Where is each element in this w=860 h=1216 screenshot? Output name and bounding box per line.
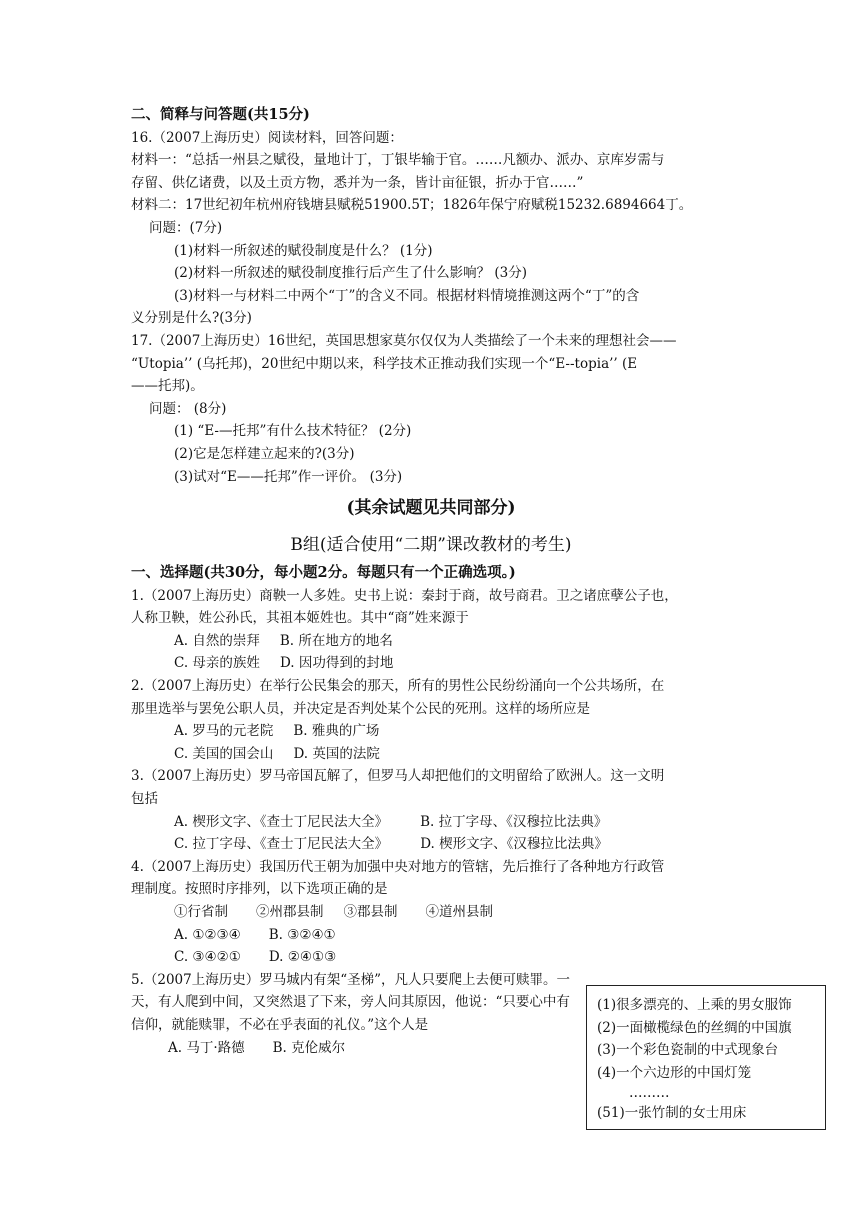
item-4: ④道州县制 (425, 904, 493, 920)
item-3: ③郡县制 (343, 904, 398, 920)
question-16-sub-3-line-1: (3)材料一与材料二中两个“丁”的含义不同。根据材料情境推测这两个“丁”的含 (174, 287, 640, 304)
option-b: B. 克伦威尔 (272, 1039, 346, 1056)
question-17-line-1: 17.（2007上海历史）16世纪，英国思想家莫尔仅仅为人类描绘了一个未来的理想社会—— (131, 332, 677, 349)
list-item: (4)一个六边形的中国灯笼 (597, 1064, 752, 1081)
exam-page (131, 104, 731, 1059)
item-1: ①行省制 (174, 904, 228, 920)
option-b: B. 雅典的广场 (293, 723, 380, 740)
question-1-line-1: 1.（2007上海历史）商鞅一人多姓。史书上说：秦封于商，故号商君。卫之诸庶孽公子也， (131, 587, 678, 604)
question-3-options-cd (131, 833, 731, 856)
option-c: C. 美国的国会山 (174, 745, 274, 762)
question-1-line-2: 人称卫鞅，姓公孙氏，其祖本姬姓也。其中“商”姓来源于 (131, 610, 469, 627)
question-2-line-1: 2.（2007上海历史）在举行公民集会的那天，所有的男性公民纷纷涌向一个公共场所，在 (131, 678, 665, 695)
question-2-options-cd (131, 743, 731, 766)
question-17-sub-3: (3)试对“E——托邦”作一评价。 (3分) (174, 468, 403, 485)
question-4-line-2: 理制度。按照时序排列，以下选项正确的是 (131, 881, 388, 898)
option-c: C. ③④②① (174, 949, 241, 966)
question-3-options-ab (131, 811, 731, 834)
question-17-line-2: “Utopia’’ (乌托邦)，20世纪中期以来，科学技术正推动我们实现一个“E--topia’’ (E (131, 355, 638, 372)
list-item: (51)一张竹制的女士用床 (597, 1105, 747, 1121)
question-1-options-cd (131, 652, 731, 675)
option-d: D. ②④①③ (268, 949, 337, 966)
group-b-title: B组(适合使用“二期”课改教材的考生) (290, 535, 572, 556)
question-16-ask: 问题：(7分) (149, 219, 223, 236)
question-16-sub-3-line-2: 义分别是什么?(3分) (131, 310, 252, 327)
list-item: (2)一面橄榄绿色的丝绸的中国旗 (597, 1019, 792, 1036)
option-a: A. ①②③④ (174, 926, 241, 943)
option-b: B. 拉丁字母、《汉穆拉比法典》 (420, 813, 608, 830)
question-1-options-ab (131, 630, 731, 653)
question-16-stem: 16.（2007上海历史）阅读材料，回答问题： (131, 129, 403, 146)
question-4-line-1: 4.（2007上海历史）我国历代王朝为加强中央对地方的管辖，先后推行了各种地方行政管 (131, 858, 665, 875)
option-c: C. 拉丁字母、《查士丁尼民法大全》 (174, 836, 389, 853)
question-4-options-ab (131, 924, 731, 947)
list-item: (1)很多漂亮的、上乘的男女服饰 (597, 997, 792, 1013)
option-b: B. 所在地方的地名 (279, 632, 393, 649)
side-list-box (586, 985, 826, 1130)
option-a: A. 马丁·路德 (168, 1039, 245, 1056)
question-5-text: 5.（2007上海历史）罗马城内有架“圣梯”，凡人只要爬上去便可赎罪。一天，有人爬到中间，又突然退了下来，旁人问其原因，他说：“只要心中有信仰，就能赎罪，不必在乎表面的礼仪。”这个人是 (131, 971, 571, 1033)
section-title: 二、简释与问答题(共15分) (131, 106, 310, 123)
question-17-line-3: ——托邦)。 (131, 378, 204, 395)
material-1-line-2: 存留、供亿诸费，以及土贡方物，悉并为一条，皆计亩征银，折办于官……” (131, 174, 584, 191)
question-16-sub-2: (2)材料一所叙述的赋役制度推行后产生了什么影响？ (3分) (174, 265, 528, 282)
list-item: (3)一个彩色瓷制的中式现象台 (597, 1042, 779, 1058)
material-2: 材料二：17世纪初年杭州府钱塘县赋税51900.5T；1826年保宁府赋税15232.6894664丁。 (131, 197, 693, 214)
ellipsis: ……… (629, 1085, 670, 1101)
question-4-items (131, 901, 731, 924)
section-1-title: 一、选择题(共30分，每小题2分。每题只有一个正确选项。) (131, 564, 516, 582)
option-d: D. 因功得到的封地 (279, 655, 394, 672)
option-c: C. 母亲的族姓 (174, 655, 260, 672)
question-3-line-2: 包括 (131, 791, 158, 808)
option-d: D. 楔形文字、《汉穆拉比法典》 (420, 836, 608, 853)
option-d: D. 英国的法院 (293, 745, 380, 762)
question-4-options-cd (131, 946, 731, 969)
question-17-sub-2: (2)它是怎样建立起来的?(3分) (174, 445, 355, 462)
question-2-line-2: 那里选举与罢免公职人员，并决定是否判处某个公民的死刑。这样的场所应是 (131, 700, 590, 717)
material-1-line-1: 材料一：“总括一州县之赋役，量地计丁，丁银毕输于官。……凡额办、派办、京库岁需与 (131, 152, 665, 169)
question-17-sub-1: (1) “E-—托邦”有什么技术特征？ (2分) (174, 423, 412, 440)
option-a: A. 罗马的元老院 (174, 723, 274, 740)
option-b: B. ③②④① (268, 926, 336, 943)
question-17-ask: 问题： (8分) (149, 400, 227, 417)
option-a: A. 楔形文字、《查士丁尼民法大全》 (174, 813, 389, 830)
option-a: A. 自然的崇拜 (174, 632, 260, 649)
question-16-sub-1: (1)材料一所叙述的赋役制度是什么？ (1分) (174, 242, 433, 259)
rest-note: (其余试题见共同部分) (346, 498, 516, 519)
item-2: ②州郡县制 (256, 904, 324, 920)
question-2-options-ab (131, 720, 731, 743)
question-3-line-1: 3.（2007上海历史）罗马帝国瓦解了，但罗马人却把他们的文明留给了欧洲人。这一文明 (131, 768, 665, 785)
